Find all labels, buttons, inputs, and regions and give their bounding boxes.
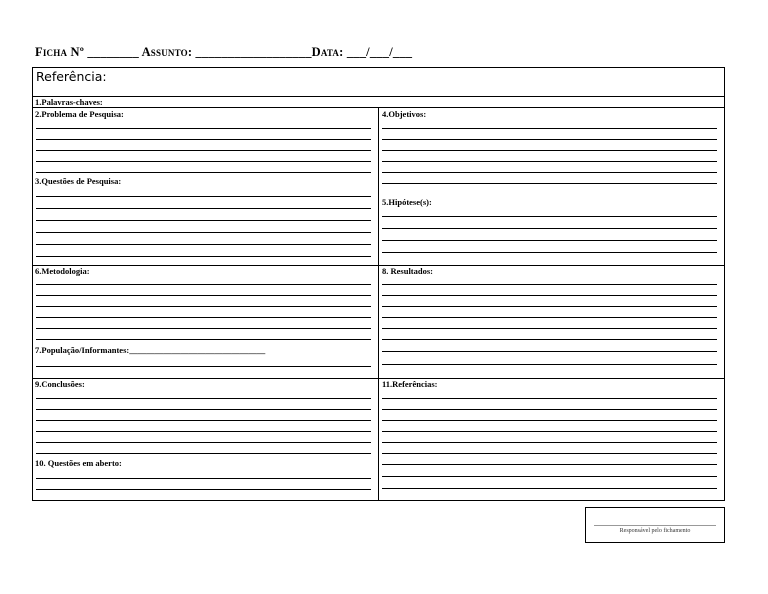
keywords-field[interactable] xyxy=(33,97,724,108)
writing-line[interactable] xyxy=(36,232,371,233)
writing-line[interactable] xyxy=(382,339,717,340)
column-divider xyxy=(378,108,379,501)
writing-line[interactable] xyxy=(382,228,717,229)
record-form xyxy=(32,67,725,501)
hypothesis-label: 5.Hipótese(s): xyxy=(382,197,432,207)
writing-line[interactable] xyxy=(382,306,717,307)
writing-line[interactable] xyxy=(382,476,717,477)
writing-line[interactable] xyxy=(382,295,717,296)
writing-line[interactable] xyxy=(382,409,717,410)
reference-field[interactable] xyxy=(33,68,724,97)
methodology-label: 6.Metodologia: xyxy=(35,266,90,276)
writing-line[interactable] xyxy=(382,453,717,454)
writing-line[interactable] xyxy=(36,409,371,410)
references-label: 11.Referências: xyxy=(382,379,438,389)
writing-line[interactable] xyxy=(382,364,717,365)
writing-line[interactable] xyxy=(382,488,717,489)
writing-line[interactable] xyxy=(382,431,717,432)
writing-line[interactable] xyxy=(36,139,371,140)
writing-line[interactable] xyxy=(382,128,717,129)
writing-line[interactable] xyxy=(36,256,371,257)
writing-line[interactable] xyxy=(36,196,371,197)
keywords-label: 1.Palavras-chaves: xyxy=(35,97,103,107)
form-header: Ficha Nº ________ Assunto: __________________Data: ___/___/___ xyxy=(35,45,413,59)
results-label: 8. Resultados: xyxy=(382,266,434,276)
writing-line[interactable] xyxy=(36,306,371,307)
writing-line[interactable] xyxy=(36,431,371,432)
writing-line[interactable] xyxy=(36,150,371,151)
writing-line[interactable] xyxy=(382,139,717,140)
writing-line[interactable] xyxy=(36,339,371,340)
writing-line[interactable] xyxy=(36,453,371,454)
signature-box[interactable] xyxy=(585,507,725,543)
objectives-label: 4.Objetivos: xyxy=(382,109,427,119)
writing-line[interactable] xyxy=(382,398,717,399)
open-questions-label: 10. Questões em aberto: xyxy=(35,458,122,468)
writing-line[interactable] xyxy=(382,464,717,465)
writing-line[interactable] xyxy=(36,442,371,443)
writing-line[interactable] xyxy=(36,172,371,173)
row-divider-1 xyxy=(33,265,724,266)
reference-label: Referência: xyxy=(36,69,107,84)
writing-line[interactable] xyxy=(36,398,371,399)
writing-line[interactable] xyxy=(36,295,371,296)
writing-line[interactable] xyxy=(36,317,371,318)
problem-label: 2.Problema de Pesquisa: xyxy=(35,109,124,119)
writing-line[interactable] xyxy=(36,489,371,490)
questions-label: 3.Questões de Pesquisa: xyxy=(35,176,122,186)
writing-line[interactable] xyxy=(382,442,717,443)
writing-line[interactable] xyxy=(382,150,717,151)
writing-line[interactable] xyxy=(36,478,371,479)
writing-line[interactable] xyxy=(36,161,371,162)
writing-line[interactable] xyxy=(382,252,717,253)
writing-line[interactable] xyxy=(36,128,371,129)
writing-line[interactable] xyxy=(382,420,717,421)
writing-line[interactable] xyxy=(382,216,717,217)
row-divider-2 xyxy=(33,378,724,379)
writing-line[interactable] xyxy=(382,240,717,241)
signature-label: Responsável pelo fichamento xyxy=(619,528,691,534)
conclusions-label: 9.Conclusões: xyxy=(35,379,85,389)
writing-line[interactable] xyxy=(36,366,371,367)
population-label: 7.População/Informantes:________________________________ xyxy=(35,345,266,355)
writing-line[interactable] xyxy=(382,284,717,285)
signature-line xyxy=(594,525,716,526)
writing-line[interactable] xyxy=(382,172,717,173)
writing-line[interactable] xyxy=(382,183,717,184)
writing-line[interactable] xyxy=(36,208,371,209)
writing-line[interactable] xyxy=(382,351,717,352)
writing-line[interactable] xyxy=(36,420,371,421)
writing-line[interactable] xyxy=(382,161,717,162)
writing-line[interactable] xyxy=(36,284,371,285)
writing-line[interactable] xyxy=(36,220,371,221)
writing-line[interactable] xyxy=(36,244,371,245)
writing-line[interactable] xyxy=(36,328,371,329)
writing-line[interactable] xyxy=(382,328,717,329)
writing-line[interactable] xyxy=(382,317,717,318)
